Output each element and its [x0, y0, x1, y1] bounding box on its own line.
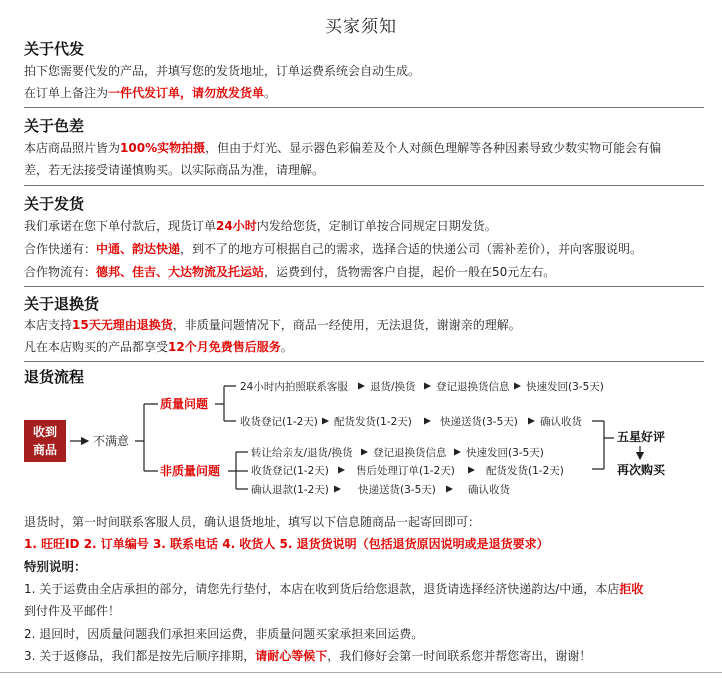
- text: 在订单上备注为: [24, 86, 109, 100]
- start-label-1: 收到: [32, 425, 58, 439]
- divider: [24, 286, 704, 287]
- q-row1-step3: 登记退换货信息: [436, 381, 510, 393]
- color-line-1: [24, 139, 661, 156]
- five-star-label: 五星好评: [617, 430, 666, 444]
- start-label-2: 商品: [32, 443, 58, 457]
- special-note-1: [24, 580, 643, 597]
- text: 本店商品照片皆为: [24, 141, 121, 155]
- highlight-text: 12个月免费售后服务: [168, 340, 281, 354]
- q-row1-step4: 快速发回(3-5天): [526, 381, 604, 393]
- nq-row2-step2: 售后处理订单(1-2天): [356, 465, 455, 477]
- shipping-line-3: [24, 263, 555, 280]
- highlight-text: 一件代发订单，请勿放发货单: [108, 86, 265, 100]
- section-title-returns: 关于退换货: [24, 295, 100, 313]
- flow-title: 退货流程: [24, 368, 85, 386]
- buy-again-label: 再次购买: [617, 463, 666, 477]
- return-required-items: 1. 旺旺ID 2. 订单编号 3. 联系电话 4. 收货人 5. 退货货说明（包括退货原因说明或是退货要求）: [24, 537, 549, 551]
- highlight-text: 24小时: [216, 219, 257, 233]
- text: ，但由于灯光、显示器色彩偏差及个人对颜色理解等各种因素导致少数实物可能会有偏: [205, 141, 662, 155]
- text: ，到不了的地方可根据自己的需求，选择合适的快递公司（需补差价），并向客服说明。: [180, 242, 643, 256]
- highlight-text: 请耐心等候下: [255, 649, 328, 663]
- text: 合作快递有：: [24, 242, 97, 256]
- text: 3. 关于返修品，我们都是按先后顺序排期，: [24, 649, 256, 663]
- nq-row3-step2: 快递送货(3-5天): [358, 484, 436, 496]
- nq-row3-step3: 确认收货: [468, 484, 510, 496]
- special-notes-title: 特别说明：: [24, 559, 87, 574]
- text: ，我们修好会第一时间联系您并帮您寄出，谢谢！: [327, 649, 592, 663]
- end-bracket: [592, 421, 614, 469]
- color-line-2: 差，若无法接受请谨慎购买。以实际商品为准，请理解。: [24, 163, 325, 177]
- text: 凡在本店购买的产品都享受: [24, 340, 169, 354]
- text: 。: [280, 340, 293, 354]
- text: 本店支持: [24, 318, 73, 332]
- nq-row2-step1: 收货登记(1-2天): [251, 465, 329, 477]
- nq-row2-step3: 配货发货(1-2天): [486, 465, 564, 477]
- non-quality-label: 非质量问题: [160, 464, 221, 478]
- highlight-text: 德邦、佳吉、大达物流及托运站: [96, 265, 265, 279]
- shipping-line-2: [24, 240, 642, 257]
- q-row2-step1: 收货登记(1-2天): [240, 416, 318, 428]
- quality-label: 质量问题: [160, 397, 209, 411]
- text: ，非质量问题情况下，商品一经使用，无法退货，谢谢亲的理解。: [172, 318, 521, 332]
- q-row1-step2: 退货/换货: [370, 381, 416, 393]
- quality-bracket: [215, 386, 236, 421]
- shipping-line-1: [24, 217, 497, 234]
- nq-row1-step3: 快速发回(3-5天): [466, 447, 544, 459]
- nq-row1-step2: 登记退换货信息: [373, 447, 447, 459]
- q-row2-step4: 确认收货: [540, 416, 582, 428]
- divider: [24, 361, 704, 362]
- branch-bracket: [135, 404, 158, 471]
- highlight-text: 15天无理由退换货: [72, 318, 173, 332]
- unsatisfied-label: 不满意: [93, 434, 130, 448]
- section-title-shipping: 关于发货: [24, 195, 85, 213]
- text: 内发给您货，定制订单按合同规定日期发货。: [256, 219, 497, 233]
- nq-row3-step1: 确认退款(1-2天): [251, 484, 329, 496]
- nq-row1-step1: 转让给亲友/退货/换货: [251, 447, 353, 459]
- text: 1. 关于运费由全店承担的部分，请您先行垫付，本店在收到货后给您退款，退货请选择经济快递韵达/中通，本店: [24, 582, 620, 596]
- return-notice-intro: 退货时，第一时间联系客服人员，确认退货地址，填写以下信息随商品一起寄回即可：: [24, 515, 481, 529]
- returns-line-1: [24, 316, 521, 333]
- special-note-2: 2. 退回时，因质量问题我们承担来回运费，非质量问题买家承担来回运费。: [24, 627, 424, 641]
- q-row2-step2: 配货发货(1-2天): [334, 416, 412, 428]
- dropship-line-2: [24, 84, 276, 101]
- q-row1-step1: 24小时内拍照联系客服: [240, 381, 348, 393]
- divider: [24, 185, 704, 186]
- special-note-1-cont: 到付件及平邮件！: [24, 604, 121, 618]
- returns-line-2: [24, 338, 293, 355]
- text: 。: [264, 86, 277, 100]
- return-flow-diagram: [0, 368, 722, 508]
- section-title-color: 关于色差: [24, 117, 85, 135]
- divider: [0, 672, 722, 673]
- section-title-dropship: 关于代发: [24, 40, 85, 58]
- non-quality-bracket: [228, 452, 248, 489]
- text: ，运费到付，货物需客户自提，起价一般在50元左右。: [264, 265, 556, 279]
- special-note-3: [24, 647, 591, 664]
- text: 我们承诺在您下单付款后，现货订单: [24, 219, 217, 233]
- highlight-text: 100%实物拍摄: [120, 141, 206, 155]
- dropship-line-1: 拍下您需要代发的产品，并填写您的发货地址，订单运费系统会自动生成。: [24, 64, 421, 78]
- page-title: 买家须知: [325, 17, 397, 37]
- divider: [24, 107, 704, 108]
- highlight-text: 拒收: [619, 582, 644, 596]
- q-row2-step3: 快递送货(3-5天): [440, 416, 518, 428]
- highlight-text: 中通、韵达快递: [96, 242, 181, 256]
- text: 合作物流有：: [24, 265, 97, 279]
